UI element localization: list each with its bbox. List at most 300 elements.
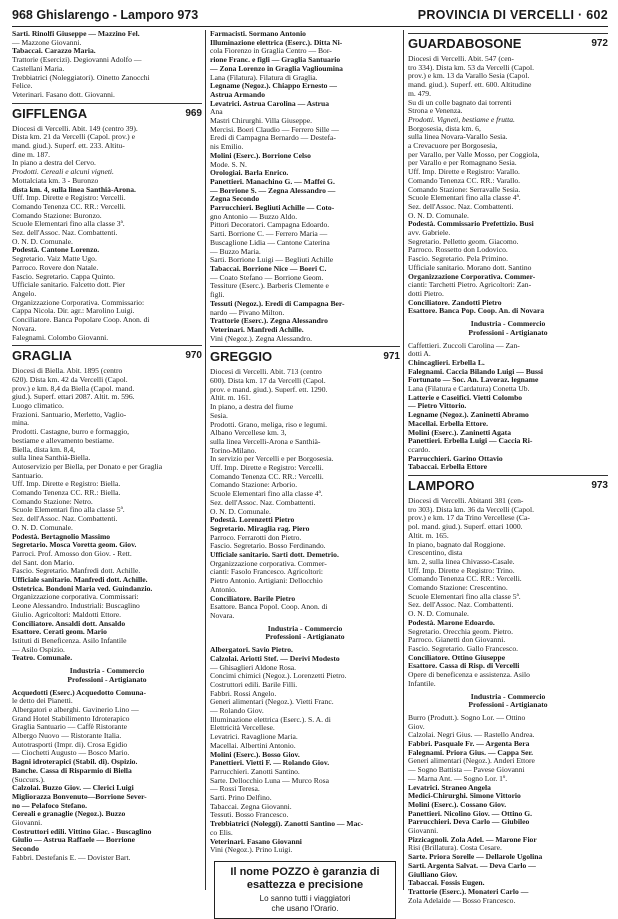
- text-line: Parroco. Ferrarotti don Pietro.: [210, 532, 302, 542]
- text-line: Veterinari. Fasano dott. Giovanni.: [12, 89, 115, 99]
- text-line: Zola Adelaide — Bosso Francesco.: [408, 895, 516, 905]
- text-line: Parroco. Rovere don Natale.: [12, 262, 99, 272]
- text-line: — Ciochetti Augusto — Bosco Mario.: [12, 748, 130, 758]
- text-line: dotti A.: [408, 349, 431, 359]
- text-line: Fascio. Segretario. Pela Primino.: [408, 254, 508, 264]
- text-line: Strona e Venenza.: [408, 106, 463, 116]
- text-line: Pittori Decoratori. Campagna Edoardo.: [210, 220, 330, 230]
- text-line: Parrucchieri. Begliuti Achille — Coto-: [210, 203, 335, 213]
- text-line: Comando Stazione: Buronzo.: [12, 210, 102, 220]
- text-line: Fortunato — Soc. An. Lavoraz. legname: [408, 375, 539, 385]
- text-line: — Buzzo Maria.: [210, 246, 261, 256]
- text-line: Vini (Negoz.). Zegna Alessandro.: [210, 333, 313, 343]
- text-line: Trattorie (Eserc.). Zegna Alessandro: [210, 316, 328, 326]
- text-line: Cappa Nicola. Dir. agr.: Marolino Luigi.: [12, 306, 135, 316]
- text-line: Uff. Imp. Dirette e Registro: Vercelli.: [210, 463, 324, 473]
- page-header-right: PROVINCIA DI VERCELLI · 602: [417, 8, 608, 22]
- column-right: [408, 30, 608, 905]
- text-line: per Varallo e per Romagnano Sesia.: [408, 158, 517, 168]
- text-line: Sarti. Prino Delfino.: [210, 793, 272, 803]
- text-line: Ufficiale sanitario. Sarti dott. Demetrio.: [210, 550, 339, 560]
- text-line: Segretario. Mosca Voretta geom. Giov.: [12, 540, 137, 550]
- advert-line: esattezza e precisione: [246, 878, 364, 891]
- text-line: Levatrici. Straneo Angela: [408, 782, 491, 792]
- text-line: Sarti. Borrione Luigi — Begliuti Achille: [210, 255, 334, 265]
- text-line: Esattore. Cerati geom. Mario: [12, 627, 107, 637]
- text-line: Mottalciata km. 3 - Buronzo: [12, 175, 99, 185]
- town-name: LAMPORO: [408, 478, 475, 494]
- text-line: Costruttori edili. Barile Filli.: [210, 679, 298, 689]
- text-line: Fascio. Segretario. Manfredi dott. Achille.: [12, 566, 141, 576]
- column-middle: [210, 29, 400, 913]
- text-line: Sez. dell'Assoc. Naz. Combattenti.: [408, 600, 514, 610]
- text-line: cola Fiorenzo in Graglia Centro — Bor-: [210, 46, 332, 56]
- text-line: Conciliatore. Ansaldi dott. Ansaldo: [12, 618, 126, 628]
- text-line: Caffettieri. Zuccoli Carolina — Zan-: [408, 340, 520, 350]
- text-line: Podestà. Marone Edoardo.: [408, 617, 495, 627]
- text-line: ccardo.: [408, 444, 431, 454]
- text-line: Comando Tenenza CC. RR.: Biella.: [12, 488, 121, 498]
- advert-line: Il nome POZZO è garanzia di: [230, 865, 380, 878]
- text-line: Giulio. Agricoltori: Maldotti Ettore.: [12, 609, 122, 619]
- text-line: Felice.: [12, 81, 33, 91]
- text-line: per Varallo, per Valle Mosso, per Coggiola,: [408, 149, 540, 159]
- text-line: Veterinari. Fasano Giovanni: [210, 836, 302, 846]
- text-line: Segretario. Vaiz Matte Ugo.: [12, 254, 97, 264]
- text-line: — Marna Ant. — Sogno Lor. 1º.: [408, 773, 508, 783]
- text-line: dista km. 4, sulla linea Santhià-Arona.: [12, 184, 136, 194]
- town-heading: [12, 345, 202, 367]
- text-line: — Zona Lorenzo in Graglia Vaglioumina: [210, 63, 343, 73]
- text-line: Borgosesia, dista km. 6,: [408, 123, 481, 133]
- text-line: Trebbiatrici (Noleggiatori). Oinetto Zanocchi: [12, 72, 150, 82]
- text-line: cianti: Tarchetti Pietro. Agricoltori: Zan-: [408, 280, 532, 290]
- text-line: Tabaccai. Erbella Ettore: [408, 462, 488, 472]
- text-line: prov.) e km. 8,4 da Biella (Capol. mand.: [12, 383, 135, 393]
- text-line: Sarti. Rinolfi Giuseppe — Mazzino Fel.: [12, 29, 140, 38]
- text-line: Parrucchieri. Garino Ottavio: [408, 453, 503, 463]
- text-line: Podestà. Cantone Lorenzo.: [12, 245, 100, 255]
- text-line: Novara.: [210, 611, 235, 620]
- text-line: Industria - Commercio: [69, 666, 145, 676]
- text-line: Organizzazione Corporativa. Commer-: [408, 271, 536, 281]
- town-number: 972: [591, 38, 608, 49]
- text-line: Fabbri. Pasquale Fr. — Argenta Bera: [408, 739, 530, 749]
- text-line: Eredi di Campagna Bernardo — Destefa-: [210, 133, 336, 143]
- text-line: mand. giud.). Superf. ett. 600. Altitudine: [408, 80, 532, 90]
- text-line: Pizzicagnoli. Zola Adel. — Marone Fior: [408, 834, 537, 844]
- text-line: Comando Tenenza CC. RR.: Vercelli.: [210, 471, 324, 481]
- text-line: Teatro. Comunale.: [12, 653, 73, 663]
- text-line: Comando Tenenza CC. RR.: Varallo.: [408, 175, 521, 185]
- text-line: Concimi chimici (Negoz.). Lorenzetti Pietro.: [210, 671, 347, 681]
- town-name: GUARDABOSONE: [408, 36, 522, 51]
- text-line: Leone Alessandro. Industriali: Buscaglino: [12, 601, 140, 611]
- text-line: Autoservizio per Biella, per Donato e per Graglia: [12, 461, 163, 471]
- text-line: Chincaglieri. Erbella L.: [408, 357, 485, 367]
- text-line: Diocesi di Vercelli. Abit. 547 (cen-: [408, 54, 514, 63]
- text-line: Falegnami. Colombo Giovanni.: [12, 332, 109, 342]
- text-line: Industria - Commercio: [470, 691, 546, 701]
- text-line: Ufficiale sanitario. Manfredi dott. Achille.: [12, 575, 148, 585]
- text-line: cianti: Fasolo Francesco. Agricoltori:: [210, 567, 324, 577]
- text-line: Tabaccai. Borrione Nice — Boeri C.: [210, 263, 327, 273]
- text-line: Giulio — Astrua Raffaele — Borrione: [12, 835, 135, 845]
- text-line: Sez. dell'Assoc. Naz. Combattenti.: [12, 228, 118, 238]
- text-line: Scuole Elementari fino alla classe 3ª.: [12, 219, 125, 229]
- text-line: Sez. dell'Assoc. Naz. Combattenti.: [210, 497, 316, 507]
- text-line: Panettieri. Manachino G. — Maffei G.: [210, 176, 335, 186]
- text-line: Legname (Negoz.). Zaninetti Abramo: [408, 410, 529, 420]
- text-line: Autotrasporti (Impr. di). Crosa Egidio: [12, 739, 128, 749]
- text-line: Mode. S. N.: [210, 159, 247, 169]
- text-line: Comando Stazione: Arborio.: [210, 480, 298, 490]
- text-line: rione Franc. e figli — Graglia Santuario: [210, 55, 341, 65]
- town-heading: [210, 346, 400, 368]
- text-line: Podestà. Bertagnolio Massimo: [12, 531, 111, 541]
- text-line: Panettieri. Nicolino Giov. — Ottino G.: [408, 808, 533, 818]
- text-line: avv. Gabriele.: [408, 228, 451, 238]
- text-line: Scuole Elementari fino alla classe 5ª.: [408, 591, 521, 601]
- text-line: Elettricità Vercellese.: [210, 723, 275, 733]
- text-line: Falegnami. Priora Gius. — Cappa Ser.: [408, 747, 534, 757]
- text-line: mina.: [12, 418, 30, 428]
- text-line: Cereali e granaglie (Negoz.). Buzzo: [12, 809, 126, 819]
- text-line: Pietro Antonio. Artigiani: Dellocchio: [210, 576, 323, 586]
- text-line: Trattorie (Esercizi). Degiovanni Adolfo —: [12, 55, 142, 65]
- text-line: Falegnami. Caccia Bilando Luigi — Bussi: [408, 366, 544, 376]
- column-left: [12, 30, 202, 892]
- page-header: [12, 4, 608, 27]
- town-name: GREGGIO: [210, 349, 273, 365]
- text-line: Lana (Filatura e Cardatura) Conetta Ub.: [408, 384, 530, 394]
- text-line: Altit. m. 161.: [210, 393, 251, 403]
- text-line: sulla linea Novara-Varallo Sesia.: [408, 132, 508, 142]
- text-line: Molini (Eserc.). Borrione Celso: [210, 150, 311, 160]
- text-line: Prodotti. Cereali e alcuni vigneti.: [12, 167, 114, 177]
- text-line: Panettieri. Vietti F. — Rolando Giov.: [210, 758, 330, 768]
- text-line: Generi alimentari (Negoz.). Vietti Franc.: [210, 697, 334, 707]
- text-line: Diocesi di Vercelli. Abitanti 381 (cen-: [408, 496, 524, 506]
- text-line: nis Emilio.: [210, 142, 244, 152]
- text-line: Veterinari. Manfredi Achille.: [210, 324, 304, 334]
- text-line: tro 303). Dista km. 36 da Vercelli (Capol.: [408, 504, 534, 514]
- text-line: O. N. D. Comunale.: [210, 506, 271, 516]
- text-line: Podestà. Lorenzetti Pietro: [210, 515, 295, 525]
- text-line: Comando Stazione: Netro.: [12, 496, 93, 506]
- text-line: Organizzazione Corporativa. Commissario:: [12, 297, 145, 307]
- text-line: Opere di beneficenza e assistenza. Asilo: [408, 670, 530, 680]
- text-line: In piano, a destra del fiume: [210, 402, 294, 412]
- town-heading: [408, 475, 608, 497]
- text-line: Professioni - Artigianato: [468, 700, 548, 710]
- text-line: Astrua Armando: [210, 89, 266, 99]
- text-line: Molini (Eserc.). Zaninetti Agata: [408, 427, 512, 437]
- text-line: Comando Tenenza CC. RR.: Vercelli.: [12, 201, 126, 211]
- text-line: Luogo climatico.: [12, 401, 64, 411]
- text-line: Generi alimentari (Negoz.). Anderi Ettore: [408, 756, 535, 766]
- text-line: dotti Pietro.: [408, 288, 444, 298]
- text-line: Banche. Cassa di Risparmio di Biella: [12, 765, 132, 775]
- text-line: prov.) e km. 17 da Trino Vercellese (Ca-: [408, 513, 530, 523]
- column-divider: [205, 30, 206, 890]
- text-line: Esattore. Cassa di Risp. di Vercelli: [408, 661, 520, 671]
- text-line: Professioni - Artigianato: [67, 674, 147, 684]
- text-line: — Sogno Battista — Pavese Giovanni: [408, 765, 525, 775]
- text-line: no — Pelafoco Stefano.: [12, 800, 88, 810]
- text-line: Panettieri. Erbella Luigi — Caccia Ri-: [408, 436, 533, 446]
- text-line: — Coato Stefano — Borrione Geom.: [210, 272, 324, 282]
- text-line: Sarte. Dellocchio Luna — Murco Rosa: [210, 775, 329, 785]
- text-line: Migliorazza Bonvenuto—Borrione Sever-: [12, 791, 147, 801]
- text-line: Castellani Maria.: [12, 63, 65, 73]
- text-line: dine m. 187.: [12, 149, 50, 159]
- text-line: km. 2, sulla linea Chivasso-Casale.: [408, 556, 515, 566]
- text-line: Tabaccai. Zegna Giovanni.: [210, 801, 292, 811]
- text-line: Tabaccai. Fossis Eugen.: [408, 878, 485, 888]
- text-line: Giulliano Giov.: [408, 869, 458, 879]
- text-line: Macellai. Albertini Antonio.: [210, 740, 296, 750]
- text-line: Prodotti. Grano, meliga, riso e legumi.: [210, 419, 328, 429]
- text-line: Acquedotti (Eserc.) Acquedotto Comuna-: [12, 687, 147, 697]
- text-line: Esattore. Banca Pop. Coop. An. di Novara: [408, 306, 545, 316]
- text-line: Sesia.: [210, 410, 228, 420]
- text-line: Fabbri. Destefanis E. — Dovister Bart.: [12, 852, 131, 862]
- town-number: 973: [591, 480, 608, 492]
- text-line: m. 479.: [408, 88, 431, 98]
- text-line: Ufficiale sanitario. Falcetto dott. Pier: [12, 280, 125, 290]
- text-line: Vini (Negoz.). Prino Luigi.: [210, 845, 293, 855]
- text-line: O. N. D. Comunale.: [408, 210, 469, 220]
- text-line: Trebbiatrici (Noleggi). Zanotti Santino — Mac-: [210, 819, 364, 829]
- text-line: Organizzazione corporativa. Commissari:: [12, 592, 139, 602]
- text-line: Scuole Elementari fino alla classe 4ª.: [408, 193, 521, 203]
- text-line: Risi (Brillatura). Costa Cesare.: [408, 843, 502, 853]
- text-line: Buscaglione Lidia — Cantone Caterina: [210, 237, 330, 247]
- text-line: — Pietro Vittorio.: [408, 401, 467, 411]
- text-line: Conciliatore. Banca Popolare Coop. Anon. di: [12, 315, 150, 325]
- text-line: gno Antonio — Buzzo Aldo.: [210, 211, 298, 221]
- text-line: a Crevacuore per Borgosesia,: [408, 141, 498, 151]
- text-line: Molini (Eserc.). Cossano Giov.: [408, 799, 507, 809]
- text-line: — Borrione S. — Zegna Alessandro —: [210, 185, 336, 195]
- text-line: — Mazzone Giovanni.: [12, 37, 82, 47]
- text-line: Uff. Imp. Dirette e Registro: Biella.: [12, 479, 121, 489]
- text-line: Giovanni.: [12, 818, 43, 828]
- text-line: nardo — Pivano Milton.: [210, 307, 285, 317]
- text-line: Tessiture (Eserc.). Barberis Clemente e: [210, 281, 329, 291]
- text-line: Biella, dista km. 8,4,: [12, 444, 76, 454]
- text-line: Ostetrica. Bondoni Maria ved. Guindanzio.: [12, 583, 153, 593]
- text-line: Parrucchieri. Zanotti Santino.: [210, 766, 300, 776]
- text-line: Trattorie (Eserc.). Monateri Carlo —: [408, 886, 529, 896]
- text-line: Grand Hotel Stabilimento Idroterapico: [12, 713, 130, 723]
- text-line: sulla linea Santhià-Biella.: [12, 453, 91, 463]
- text-line: Comando Tenenza CC. RR.: Vercelli.: [408, 574, 522, 584]
- text-line: Uff. Imp. Dirette e Registro: Varallo.: [408, 167, 520, 177]
- text-line: Uff. Imp. Dirette e Registro: Vercelli.: [12, 193, 126, 203]
- text-line: Secondo: [12, 844, 40, 854]
- text-line: Diocesi di Biella. Abit. 1895 (centro: [12, 366, 123, 376]
- text-line: Fascio. Segretario. Gallo Francesco.: [408, 644, 519, 653]
- text-line: In servizio per Vercelli e per Borgosesia.: [210, 454, 334, 464]
- text-line: Comando Stazione: Crescentino.: [408, 583, 508, 593]
- text-line: 600). Dista km. 17 da Vercelli (Capol.: [210, 376, 326, 386]
- text-line: Medici-Chirurghi. Simone Vittorio: [408, 791, 521, 801]
- town-heading: [408, 33, 608, 55]
- text-line: — Ghisaglieri Aldone Rosa.: [210, 662, 297, 672]
- text-line: Su di un colle bagnato dai torrenti: [408, 97, 512, 107]
- text-line: Scuole Elementari fino alla classe 4ª.: [210, 489, 323, 499]
- text-line: Conciliatore. Ottino Giuseppe: [408, 652, 506, 662]
- text-line: Antonio.: [210, 584, 237, 594]
- text-line: Illuminazione elettrica (Eserc.). S. A. di: [210, 714, 331, 724]
- text-line: O. N. D. Comunale.: [408, 609, 469, 619]
- text-line: 620). Dista km. 42 da Vercelli (Capol.: [12, 374, 128, 384]
- town-number: 969: [185, 107, 202, 119]
- text-line: Comando Stazione: Serravalle Sesia.: [408, 184, 521, 194]
- text-line: Fascio. Segretario. Bosso Ferdinando.: [210, 541, 326, 551]
- text-line: — Rossi Teresa.: [210, 784, 260, 794]
- town-heading: [12, 103, 202, 125]
- text-line: Prodotti. Castagne, burro e formaggio,: [12, 427, 130, 437]
- text-line: Legname (Negoz.). Chiappo Ernesto —: [210, 81, 337, 91]
- text-line: — Asilo Ospizio.: [12, 644, 65, 654]
- text-line: Professioni - Artigianato: [468, 327, 548, 337]
- text-line: Parroci. Prof. Amosso don Giov. - Rett.: [12, 548, 132, 558]
- text-line: mand. giud.). Superf. ett. 233. Altitu-: [12, 141, 125, 151]
- text-line: Illuminazione elettrica (Eserc.). Ditta Ni-: [210, 37, 343, 47]
- text-line: Segretario. Pelletto geom. Giacomo.: [408, 236, 519, 246]
- text-line: Diocesi di Vercelli. Abit. 713 (centro: [210, 367, 322, 377]
- text-line: Prodotti. Vigneti, bestiame e frutta.: [408, 114, 515, 124]
- text-line: Burro (Produtt.). Sogno Lor. — Ottino: [408, 712, 526, 722]
- text-line: Crescentino, dista: [408, 548, 463, 558]
- town-name: GIFFLENGA: [12, 105, 88, 121]
- text-line: Costruttori edili. Vittino Giac. - Buscaglino: [12, 826, 152, 836]
- text-line: Levatrici. Astrua Carolina — Astrua: [210, 98, 330, 108]
- text-line: Esattore. Banca Popol. Coop. Anon. di: [210, 602, 328, 612]
- text-line: Orologiai. Barla Enrico.: [210, 168, 289, 178]
- text-line: giud.). Superf. ettari 2087. Altit. m. 596.: [12, 392, 135, 402]
- town-number: 970: [185, 350, 202, 362]
- text-line: Sarti. Borrione C. — Ferrero Maria —: [210, 229, 328, 239]
- text-line: Tessuti. Bosso Francesco.: [210, 810, 289, 820]
- text-line: Angelo.: [12, 288, 37, 298]
- text-line: Industria - Commercio: [470, 319, 546, 329]
- text-line: In piano a destra del Cervo.: [12, 158, 96, 168]
- text-line: Calzolai. Buzzo Giov. — Clerici Luigi: [12, 783, 134, 793]
- text-line: Latterie e Caseifici. Vietti Colombo: [408, 392, 523, 402]
- text-line: Levatrici. Ravaglione Maria.: [210, 732, 298, 742]
- text-line: Parroco. Rossetto don Lodovico.: [408, 245, 508, 255]
- text-line: In piano, bagnato dal Roggione.: [408, 539, 506, 549]
- text-line: Albergo Nuovo — Ristorante Italia.: [12, 731, 122, 741]
- text-line: Albergatori e alberghi. Gavinerio Lino —: [12, 704, 139, 714]
- text-line: Dista km. 21 da Vercelli (Capol. prov.) e: [12, 132, 135, 142]
- text-line: Mercisi. Boeri Claudio — Ferrero Sille —: [210, 124, 339, 134]
- text-line: Macellai. Erbella Ettore.: [408, 418, 488, 428]
- text-line: Sarti. Argenta Salvat. — Deva Carlo —: [408, 860, 536, 870]
- text-line: bestiame e allevamento bestiame.: [12, 435, 115, 445]
- text-line: Lana (Filatura). Filatura di Graglia.: [210, 72, 318, 82]
- text-line: figli.: [210, 290, 225, 300]
- text-line: Parroco. Gianetti don Giovanni.: [408, 635, 506, 645]
- text-line: Organizzazione corporativa. Commer-: [210, 558, 327, 568]
- text-line: Sez. dell'Assoc. Naz. Combattenti.: [408, 201, 514, 211]
- text-line: Infantile.: [408, 678, 436, 688]
- text-line: Calzolai. Ariotti Stef. — Derivi Modesto: [210, 653, 340, 663]
- text-line: Mastri Chirurghi. Villa Giuseppe.: [210, 116, 312, 126]
- text-line: (Succurs.).: [12, 774, 45, 784]
- text-line: prov. e mand. giud.). Superf. ett. 1290.: [210, 384, 328, 394]
- text-line: Sez. dell'Assoc. Naz. Combattenti.: [12, 514, 118, 524]
- text-line: Novara.: [12, 323, 37, 333]
- text-line: Ufficiale sanitario. Morano dott. Santino: [408, 262, 532, 272]
- text-line: pol. mand. giud.). Superf. ettari 1000.: [408, 522, 523, 532]
- text-line: O. N. D. Comunale.: [12, 522, 73, 532]
- text-line: Albano Vercellese km. 3,: [210, 428, 287, 438]
- town-name: GRAGLIA: [12, 348, 72, 364]
- advert-line: Lo sanno tutti i viaggiatori: [259, 893, 351, 903]
- text-line: Segretario. Orecchia geom. Pietro.: [408, 626, 514, 636]
- text-line: Giov.: [408, 721, 425, 731]
- text-line: Sarte. Priora Sorelle — Dellarole Ugolina: [408, 852, 543, 862]
- text-line: tro 334). Dista km. 53 da Vercelli (Capol.: [408, 62, 534, 72]
- text-line: le detto dei Pianetti.: [12, 696, 73, 706]
- text-line: Molini (Eserc.). Bosso Giov.: [210, 749, 300, 759]
- text-line: Professioni - Artigianato: [265, 632, 345, 642]
- text-line: Calzolai. Negri Gius. — Rastello Andrea.: [408, 730, 535, 740]
- text-line: Fabbri. Rossi Angelo.: [210, 688, 277, 698]
- text-line: Santuario.: [12, 470, 44, 480]
- text-line: Albergatori. Savio Pietro.: [210, 645, 293, 655]
- text-line: Frazioni. Santuario, Merletto, Vaglio-: [12, 409, 127, 419]
- text-line: Torino-Milano.: [210, 445, 257, 455]
- text-line: co Elis.: [210, 827, 233, 837]
- town-number: 971: [383, 351, 400, 363]
- page-header-left: 968 Ghislarengo - Lamporo 973: [12, 8, 199, 22]
- text-line: O. N. D. Comunale.: [12, 236, 73, 246]
- text-line: Conciliatore. Zandotti Pietro: [408, 297, 502, 307]
- text-line: Farmacisti. Sormano Antonio: [210, 29, 306, 38]
- text-line: Istituti di Beneficenza. Asilo Infantile: [12, 636, 127, 645]
- text-line: Ana: [210, 107, 223, 117]
- text-line: Tessuti (Negoz.). Eredi di Campagna Ber-: [210, 298, 345, 308]
- advert-box: [214, 861, 396, 919]
- text-line: Fascio. Segretario. Cappa Quinto.: [12, 271, 115, 281]
- text-line: Segretario. Miraglia rag. Piero: [210, 523, 310, 533]
- text-line: prov.) e km. 13 da Varallo Sesia (Capol.: [408, 71, 530, 81]
- text-line: Uff. Imp. Dirette e Registro: Trino.: [408, 565, 515, 575]
- text-line: Conciliatore. Barile Pietro: [210, 593, 296, 603]
- text-line: Scuole Elementari fino alla classe 5ª.: [12, 505, 125, 515]
- text-line: Diocesi di Vercelli. Abit. 149 (centro 39).: [12, 123, 138, 133]
- text-line: sulla linea Vercelli-Arona e Santhià-: [210, 436, 321, 446]
- text-line: Parrucchieri. Deva Carlo — Giubileo: [408, 817, 530, 827]
- text-line: Industria - Commercio: [267, 623, 343, 633]
- column-divider: [403, 30, 404, 890]
- advert-line: che usano l'Orario.: [271, 903, 339, 913]
- text-line: Giovanni.: [408, 826, 439, 836]
- text-line: Altit. m. 165.: [408, 530, 449, 540]
- text-line: Zegna Secondo: [210, 194, 260, 204]
- text-line: del Sant. don Mario.: [12, 557, 75, 567]
- text-line: Bagni idroterapici (Stabil. di). Ospizio.: [12, 757, 138, 767]
- text-line: — Rolando Giov.: [210, 706, 264, 716]
- text-line: Tabaccai. Carazzo Maria.: [12, 46, 96, 56]
- text-line: Podestà. Commissario Prefettizio. Busi: [408, 219, 534, 229]
